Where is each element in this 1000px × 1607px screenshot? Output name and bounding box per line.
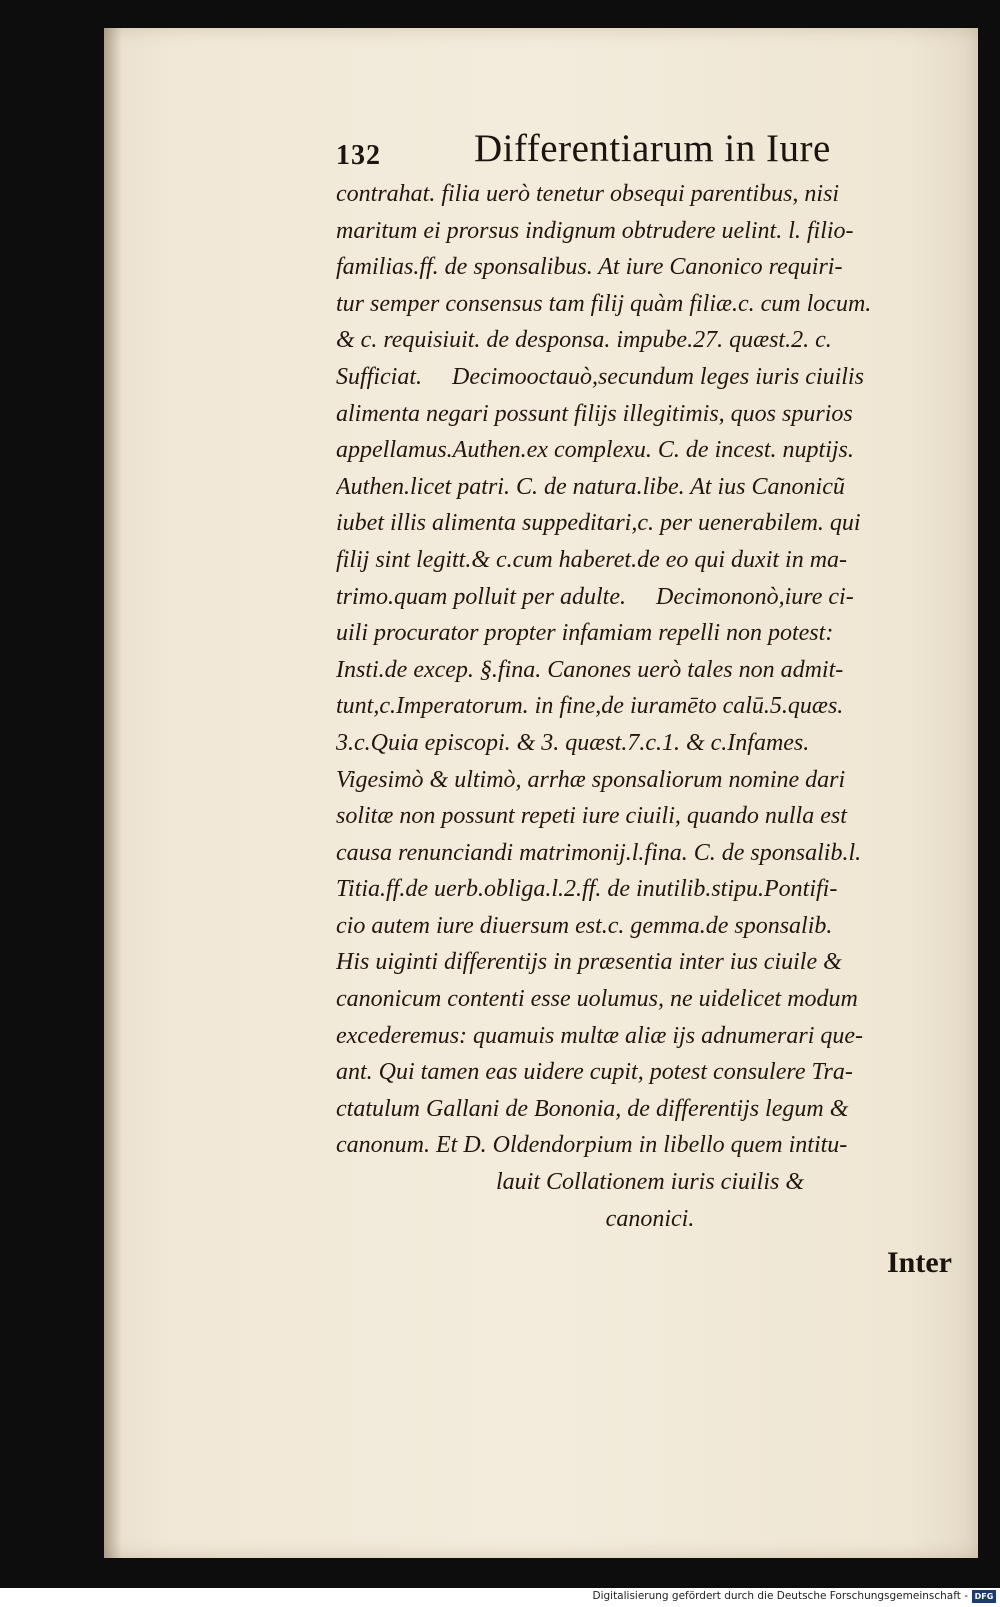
text-line: Vigesimò & ultimò, arrhæ sponsaliorum nomine dari [336, 766, 846, 793]
text-line: ctatulum Gallani de Bononia, de differentijs legum & [336, 1095, 849, 1122]
page-header [336, 126, 896, 178]
text-line: appellamus.Authen.ex complexu. C. de incest. nuptijs. [336, 437, 854, 464]
text-line: & c. requisiuit. de desponsa. impube.27. quæst.2. c. [336, 327, 832, 354]
catchword: Inter [887, 1246, 952, 1279]
closing-line: lauit Collationem iuris ciuilis & [495, 1169, 804, 1196]
text-line: Insti.de excep. §.fina. Canones uerò tales non admit- [336, 656, 844, 683]
page-gutter-shadow [104, 28, 122, 1558]
running-title: Differentiarum in Iure [474, 127, 831, 170]
text-line: Sufficiat. Decimooctauò,secundum leges iuris ciuilis [336, 363, 864, 390]
text-line: solitæ non possunt repeti iure ciuili, quando nulla est [336, 803, 847, 830]
footer-credit: Digitalisierung gefördert durch die Deutsche Forschungsgemeinschaft - [592, 1590, 968, 1602]
text-line: Authen.licet patri. C. de natura.libe. At ius Canonicũ [336, 473, 845, 500]
text-line: tur semper consensus tam filij quàm filiæ.c. cum locum. [336, 290, 872, 317]
body-text [336, 176, 964, 1237]
closing-line: canonici. [605, 1205, 695, 1232]
text-line: causa renunciandi matrimonij.l.fina. C. de sponsalib.l. [336, 839, 862, 866]
text-line: His uiginti differentijs in præsentia inter ius ciuile & [336, 949, 842, 976]
text-line: familias.ff. de sponsalibus. At iure Canonico requiri- [336, 254, 843, 281]
dfg-logo: DFG [972, 1590, 996, 1603]
text-line: canonum. Et D. Oldendorpium in libello quem intitu- [336, 1132, 848, 1159]
text-line: contrahat. filia uerò tenetur obsequi parentibus, nisi [336, 181, 840, 207]
text-line: iubet illis alimenta suppeditari,c. per uenerabilem. qui [336, 510, 861, 537]
text-line: Titia.ff.de uerb.obliga.l.2.ff. de inutilib.stipu.Pontifi- [336, 876, 838, 903]
page-number: 132 [336, 140, 381, 171]
text-line: 3.c.Quia episcopi. & 3. quæst.7.c.1. & c.Infames. [336, 729, 810, 756]
text-line: maritum ei prorsus indignum obtrudere uelint. l. filio- [336, 217, 854, 244]
text-line: canonicum contenti esse uolumus, ne uidelicet modum [336, 986, 858, 1013]
text-line: tunt,c.Imperatorum. in fine,de iuramēto calū.5.quæs. [336, 693, 844, 720]
text-line: excederemus: quamuis multæ aliæ ijs adnumerari que- [336, 1022, 864, 1049]
text-line: ant. Qui tamen eas uidere cupit, potest consulere Tra- [336, 1059, 853, 1086]
text-line: uili procurator propter infamiam repelli non potest: [336, 620, 834, 647]
text-line: cio autem iure diuersum est.c. gemma.de sponsalib. [336, 912, 833, 939]
text-line: trimo.quam polluit per adulte. Decimononò,iure ci- [336, 583, 854, 610]
text-line: alimenta negari possunt filijs illegitimis, quos spurios [336, 400, 853, 427]
text-line: filij sint legitt.& c.cum haberet.de eo qui duxit in ma- [336, 546, 848, 573]
